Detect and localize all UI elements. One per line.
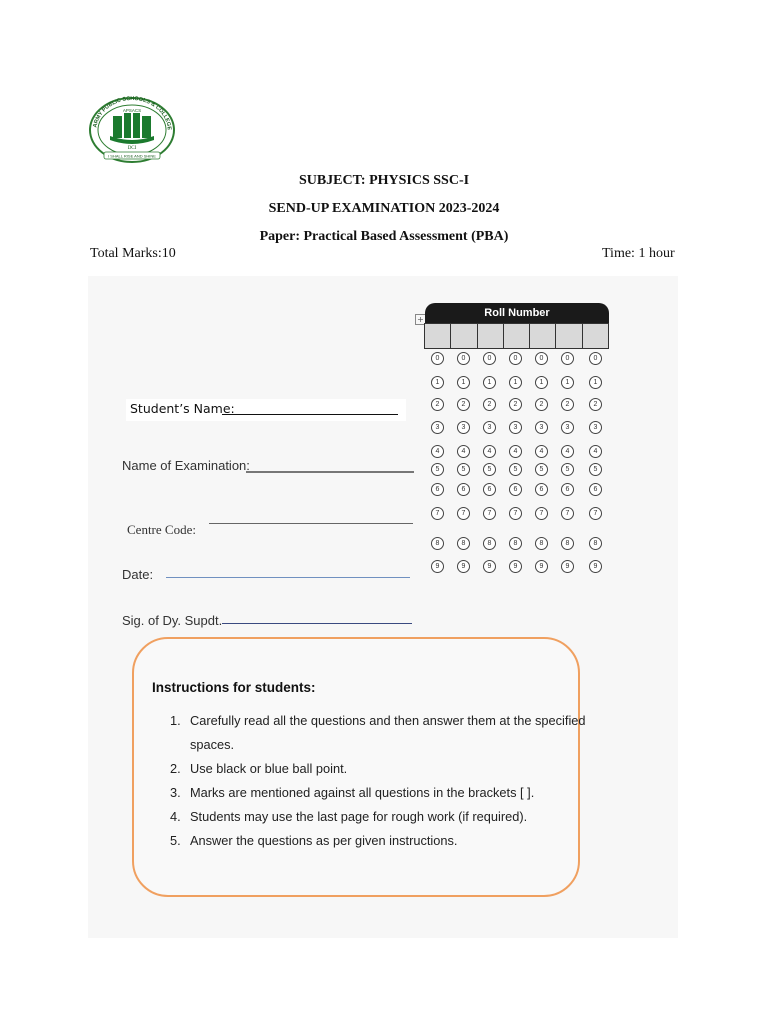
roll-bubble[interactable]: 8 (561, 537, 574, 550)
paper-title: Paper: Practical Based Assessment (PBA) (259, 229, 509, 244)
roll-bubble[interactable]: 1 (483, 376, 496, 389)
roll-bubble[interactable]: 1 (589, 376, 602, 389)
instructions-title: Instructions for students: (152, 680, 316, 695)
roll-bubble[interactable]: 4 (457, 445, 470, 458)
roll-bubble[interactable]: 2 (431, 398, 444, 411)
instruction-text: Students may use the last page for rough work (if required). (190, 809, 528, 824)
date-label: Date: (122, 567, 154, 582)
roll-bubble[interactable]: 8 (483, 537, 496, 550)
roll-bubble[interactable]: 5 (509, 463, 522, 476)
roll-bubble[interactable]: 1 (431, 376, 444, 389)
roll-bubble[interactable]: 8 (457, 537, 470, 550)
roll-bubble[interactable]: 2 (535, 398, 548, 411)
roll-bubble[interactable]: 0 (535, 352, 548, 365)
roll-bubble[interactable]: 7 (561, 507, 574, 520)
instruction-number: 4. (170, 809, 181, 824)
roll-bubble[interactable]: 9 (483, 560, 496, 573)
roll-bubble[interactable]: 3 (561, 421, 574, 434)
roll-bubble[interactable]: 3 (431, 421, 444, 434)
roll-bubble[interactable]: 5 (457, 463, 470, 476)
roll-bubble[interactable]: 9 (457, 560, 470, 573)
roll-bubble[interactable]: 4 (509, 445, 522, 458)
roll-bubble[interactable]: 4 (561, 445, 574, 458)
student-name-label: Student’s Name: (130, 401, 235, 416)
roll-bubble[interactable]: 3 (483, 421, 496, 434)
roll-bubble[interactable]: 6 (431, 483, 444, 496)
roll-bubble[interactable]: 8 (535, 537, 548, 550)
roll-bubble[interactable]: 5 (535, 463, 548, 476)
roll-bubble[interactable]: 6 (561, 483, 574, 496)
signature-field[interactable] (222, 623, 412, 624)
instruction-text: Use black or blue ball point. (190, 761, 348, 776)
roll-bubble[interactable]: 3 (589, 421, 602, 434)
student-name-field[interactable] (222, 414, 398, 415)
roll-bubble[interactable]: 6 (483, 483, 496, 496)
roll-bubble[interactable]: 0 (509, 352, 522, 365)
roll-bubble[interactable]: 3 (535, 421, 548, 434)
logo-arc-text: ARMY PUBLIC SCHOOLS & COLLEGE (92, 95, 172, 131)
exam-name-label: Name of Examination: (122, 458, 250, 473)
roll-digit-box[interactable] (582, 323, 609, 349)
student-name-row (126, 399, 406, 421)
roll-bubble[interactable]: 8 (589, 537, 602, 550)
date-field[interactable] (166, 577, 410, 578)
roll-bubble[interactable]: 0 (431, 352, 444, 365)
roll-digit-box[interactable] (477, 323, 504, 349)
centre-code-field[interactable] (209, 523, 413, 524)
instruction-number: 1. (170, 713, 181, 728)
roll-bubble[interactable]: 3 (457, 421, 470, 434)
time-allowed: Time: 1 hour (602, 246, 675, 261)
roll-digit-box[interactable] (424, 323, 451, 349)
roll-bubble[interactable]: 2 (561, 398, 574, 411)
roll-bubble[interactable]: 1 (535, 376, 548, 389)
roll-bubble[interactable]: 6 (509, 483, 522, 496)
logo-code: DCI (127, 146, 137, 151)
roll-bubble[interactable]: 5 (561, 463, 574, 476)
roll-bubble[interactable]: 9 (589, 560, 602, 573)
school-logo (86, 92, 178, 164)
roll-bubble[interactable]: 6 (457, 483, 470, 496)
subject-title: SUBJECT: PHYSICS SSC-I (298, 173, 470, 188)
roll-bubble[interactable]: 4 (483, 445, 496, 458)
roll-bubble[interactable]: 4 (589, 445, 602, 458)
exam-name-field[interactable] (246, 471, 414, 473)
roll-bubble[interactable]: 4 (431, 445, 444, 458)
centre-code-label: Centre Code: (127, 522, 196, 537)
roll-bubble[interactable]: 1 (457, 376, 470, 389)
signature-label: Sig. of Dy. Supdt. (122, 613, 223, 628)
total-marks: Total Marks:10 (90, 246, 176, 261)
roll-bubble[interactable]: 8 (509, 537, 522, 550)
roll-number-boxes (425, 323, 609, 349)
instruction-text: Answer the questions as per given instructions. (190, 833, 458, 848)
instruction-number: 2. (170, 761, 181, 776)
roll-bubble[interactable]: 5 (589, 463, 602, 476)
instruction-text: Marks are mentioned against all questions in the brackets [ ]. (190, 785, 535, 800)
roll-bubble[interactable]: 7 (483, 507, 496, 520)
instruction-text: Carefully read all the questions and then answer them at the specified (190, 713, 586, 728)
roll-bubble[interactable]: 7 (535, 507, 548, 520)
roll-bubble[interactable]: 9 (509, 560, 522, 573)
logo-sub-text: APSACS (122, 108, 142, 113)
roll-bubble[interactable]: 7 (589, 507, 602, 520)
roll-bubble[interactable]: 0 (483, 352, 496, 365)
roll-bubble[interactable]: 1 (509, 376, 522, 389)
roll-bubble[interactable]: 2 (483, 398, 496, 411)
roll-bubble[interactable]: 6 (535, 483, 548, 496)
exam-title: SEND-UP EXAMINATION 2023-2024 (268, 201, 500, 216)
roll-bubble[interactable]: 0 (589, 352, 602, 365)
roll-bubble[interactable]: 9 (535, 560, 548, 573)
roll-bubble[interactable]: 7 (457, 507, 470, 520)
roll-bubble[interactable]: 9 (431, 560, 444, 573)
roll-bubble[interactable]: 5 (431, 463, 444, 476)
roll-bubble[interactable]: 4 (535, 445, 548, 458)
roll-digit-box[interactable] (529, 323, 556, 349)
roll-bubble[interactable]: 2 (509, 398, 522, 411)
logo-motto: I SHALL RISE AND SHINE (108, 153, 156, 159)
roll-bubble[interactable]: 7 (431, 507, 444, 520)
roll-digit-box[interactable] (450, 323, 477, 349)
instruction-text-cont: spaces. (190, 737, 235, 752)
roll-bubble[interactable]: 9 (561, 560, 574, 573)
roll-bubble[interactable]: 2 (457, 398, 470, 411)
roll-digit-box[interactable] (555, 323, 582, 349)
move-handle-icon: + (415, 314, 426, 325)
roll-bubble[interactable]: 7 (509, 507, 522, 520)
roll-bubble[interactable]: 5 (483, 463, 496, 476)
roll-bubble[interactable]: 2 (589, 398, 602, 411)
roll-bubble[interactable]: 6 (589, 483, 602, 496)
roll-bubble[interactable]: 1 (561, 376, 574, 389)
roll-bubble[interactable]: 8 (431, 537, 444, 550)
instruction-number: 5. (170, 833, 181, 848)
roll-number-header: Roll Number (425, 303, 609, 323)
roll-bubble[interactable]: 3 (509, 421, 522, 434)
roll-bubble[interactable]: 0 (457, 352, 470, 365)
roll-bubble[interactable]: 0 (561, 352, 574, 365)
instruction-number: 3. (170, 785, 181, 800)
roll-digit-box[interactable] (503, 323, 530, 349)
